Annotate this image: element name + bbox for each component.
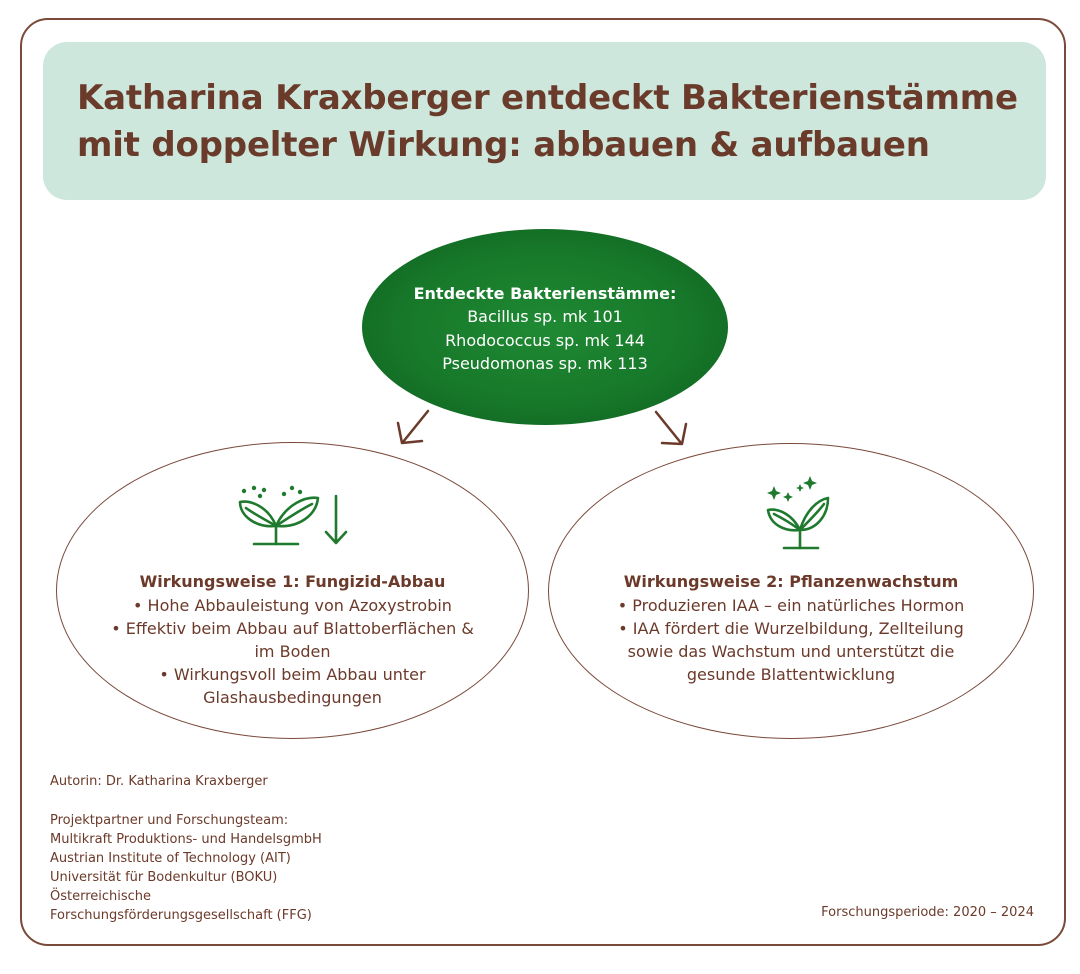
partners-heading: Projektpartner und Forschungsteam: — [50, 813, 289, 828]
author-text: Autorin: Dr. Katharina Kraxberger — [50, 774, 268, 789]
partner-item: Austrian Institute of Technology (AIT) — [50, 851, 291, 866]
partner-item: Forschungsförderungsgesellschaft (FFG) — [50, 908, 312, 923]
mode-2-line: • Produzieren IAA – ein natürliches Hormon — [617, 596, 965, 615]
strain-item: Rhodococcus sp. mk 144 — [445, 331, 645, 350]
mode-2-line: gesunde Blattentwicklung — [686, 665, 896, 684]
mode-1-line: • Effektiv beim Abbau auf Blattoberflächen & — [111, 619, 474, 638]
left-arrow — [398, 411, 428, 443]
mode-1-line: im Boden — [254, 642, 331, 661]
plant-growth-icon — [762, 474, 834, 554]
plant-degradation-icon — [232, 482, 356, 550]
strain-item: Pseudomonas sp. mk 113 — [442, 354, 648, 373]
partner-item: Universität für Bodenkultur (BOKU) — [50, 870, 278, 885]
research-period: Forschungsperiode: 2020 – 2024 — [821, 905, 1034, 920]
partner-item: Multikraft Produktions- und HandelsgmbH — [50, 832, 322, 847]
strains-heading: Entdeckte Bakterienstämme: — [413, 284, 677, 303]
mode-2-line: sowie das Wachstum und unterstützt die — [627, 642, 955, 661]
mode-1-line: • Hohe Abbauleistung von Azoxystrobin — [133, 596, 452, 615]
mode-2-heading: Wirkungsweise 2: Pflanzenwachstum — [623, 572, 959, 591]
strain-item: Bacillus sp. mk 101 — [467, 307, 623, 326]
mode-1-line: • Wirkungsvoll beim Abbau unter — [159, 665, 426, 684]
mode-2-line: • IAA fördert die Wurzelbildung, Zellteilung — [618, 619, 964, 638]
title-line-1: Katharina Kraxberger entdeckt Bakterienstämme — [77, 78, 1018, 118]
mode-1-line: Glashausbedingungen — [203, 688, 382, 707]
partner-item: Österreichische — [50, 889, 152, 904]
mode-1-heading: Wirkungsweise 1: Fungizid-Abbau — [139, 572, 446, 591]
right-arrow — [656, 412, 686, 444]
title-line-2: mit doppelter Wirkung: abbauen & aufbauen — [77, 125, 930, 165]
